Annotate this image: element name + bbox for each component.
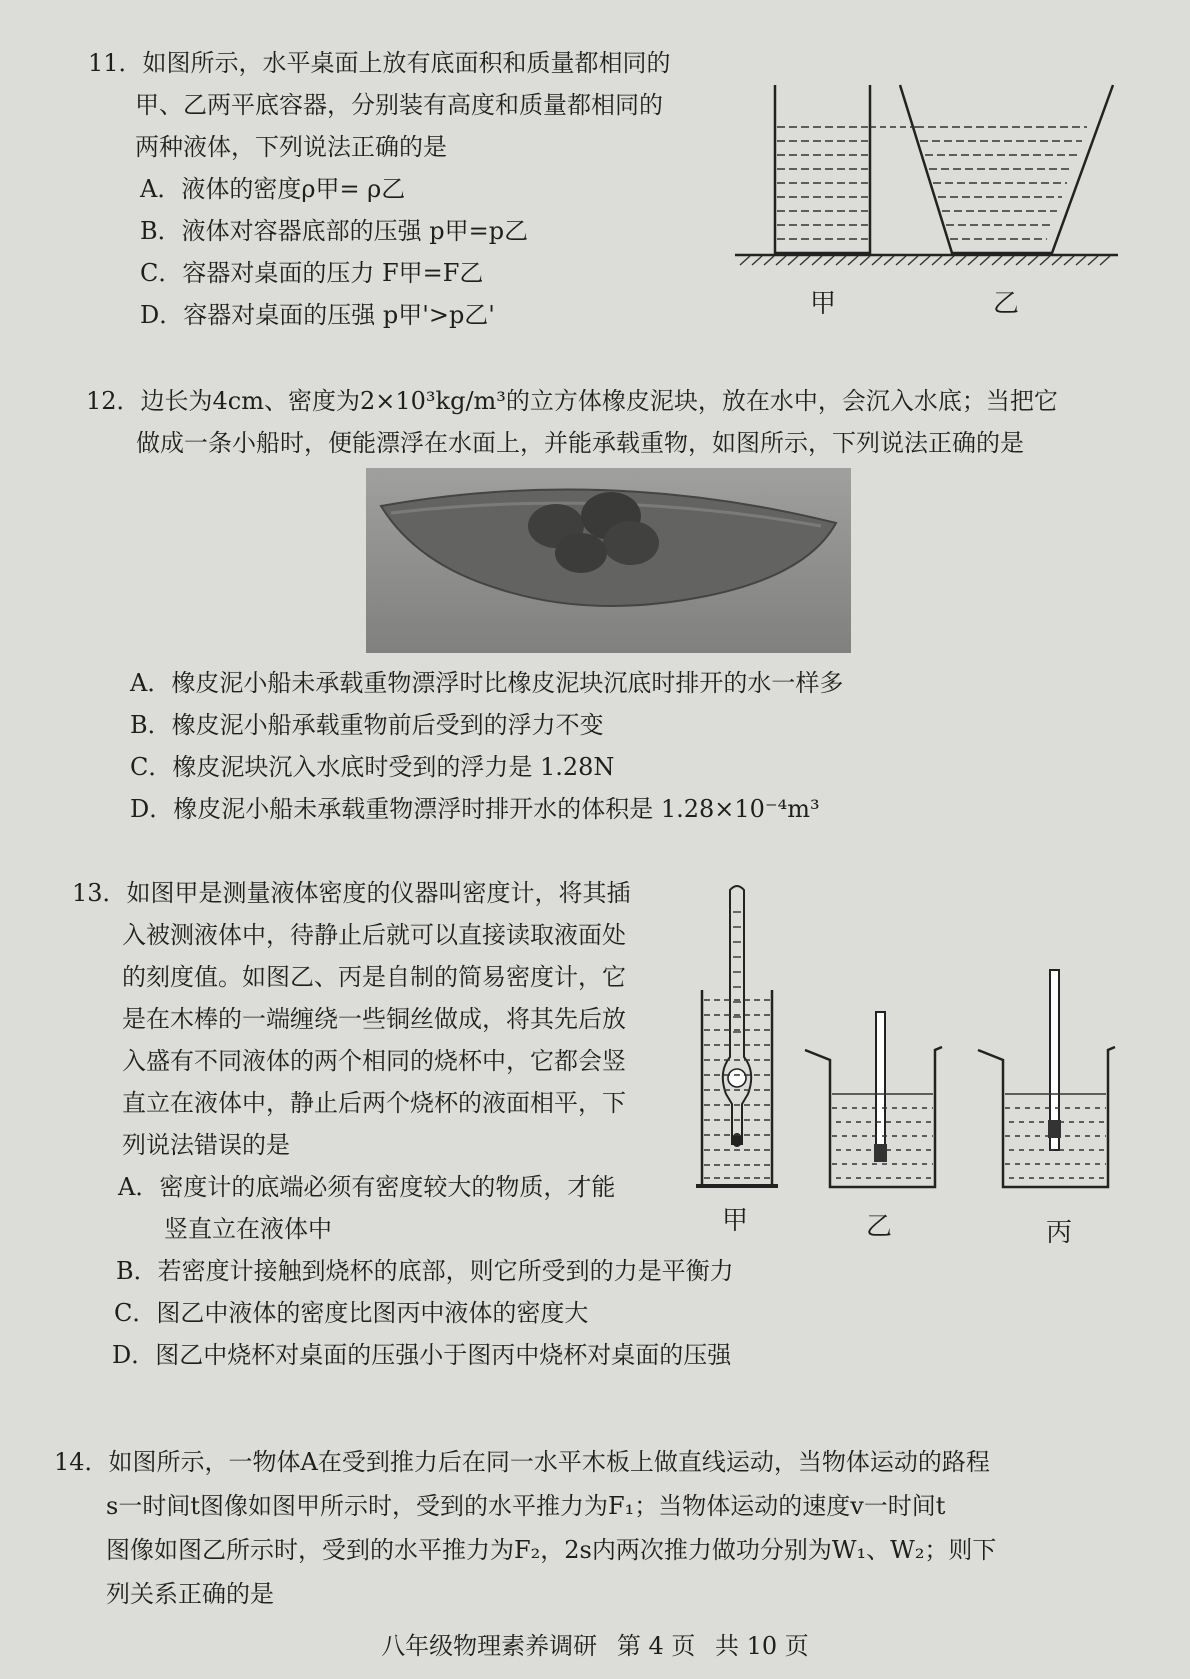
footer-title: 八年级物理素养调研 xyxy=(381,1632,598,1660)
q13-stem-line-5: 入盛有不同液体的两个相同的烧杯中，它都会竖 xyxy=(122,1047,626,1075)
q13-label-jia: 甲 xyxy=(722,1206,749,1236)
q13-stem-line-6: 直立在液体中，静止后两个烧杯的液面相平，下 xyxy=(122,1089,626,1117)
q14-stem-line-2: s一时间t图像如图甲所示时，受到的水平推力为F₁；当物体运动的速度v一时间t xyxy=(106,1492,946,1520)
footer-page-total: 共 10 页 xyxy=(715,1632,809,1660)
q11-option-d: D．容器对桌面的压强 p甲'>p乙' xyxy=(140,301,495,329)
q14-stem-line-3: 图像如图乙所示时，受到的水平推力为F₂，2s内两次推力做功分别为W₁、W₂；则下 xyxy=(106,1536,997,1564)
q13-label-yi: 乙 xyxy=(866,1212,893,1242)
footer-page-number: 第 4 页 xyxy=(616,1632,696,1660)
q12-option-b: B．橡皮泥小船承载重物前后受到的浮力不变 xyxy=(130,711,604,739)
question-11 xyxy=(88,42,671,336)
q13-option-a-cont: 竖直立在液体中 xyxy=(164,1215,332,1243)
q11-stem-line-1: 11．如图所示，水平桌面上放有底面积和质量都相同的 xyxy=(88,49,671,77)
weight-3 xyxy=(603,521,659,565)
beaker-yi xyxy=(805,1047,942,1187)
question-12 xyxy=(86,380,1058,464)
q12-stem-line-2: 做成一条小船时，便能漂浮在水面上，并能承载重物，如图所示，下列说法正确的是 xyxy=(136,429,1024,457)
q11-label-jia: 甲 xyxy=(810,289,837,319)
q13-hydrometer-figure xyxy=(690,882,1130,1202)
question-12-options xyxy=(130,662,843,830)
weight-4 xyxy=(555,533,607,573)
q11-stem-line-3: 两种液体，下列说法正确的是 xyxy=(135,133,447,161)
q13-option-c: C．图乙中液体的密度比图丙中液体的密度大 xyxy=(114,1299,589,1327)
q13-stem-line-7: 列说法错误的是 xyxy=(122,1131,290,1159)
q12-option-a: A．橡皮泥小船未承载重物漂浮时比橡皮泥块沉底时排开的水一样多 xyxy=(130,669,844,697)
question-14 xyxy=(54,1440,996,1616)
q12-option-d: D．橡皮泥小船未承载重物漂浮时排开水的体积是 1.28×10⁻⁴m³ xyxy=(130,795,820,823)
q11-label-yi: 乙 xyxy=(993,289,1020,319)
liquid-jia xyxy=(777,127,868,239)
q11-containers-figure xyxy=(730,75,1120,270)
q13-option-b: B．若密度计接触到烧杯的底部，则它所受到的力是平衡力 xyxy=(116,1257,734,1285)
q11-option-a: A．液体的密度ρ甲= ρ乙 xyxy=(140,175,406,203)
q13-stem-line-3: 的刻度值。如图乙、丙是自制的简易密度计，它 xyxy=(122,963,626,991)
q13-stem-line-1: 13．如图甲是测量液体密度的仪器叫密度计，将其插 xyxy=(72,879,631,907)
q14-stem-line-4: 列关系正确的是 xyxy=(106,1580,274,1608)
q12-option-c: C．橡皮泥块沉入水底时受到的浮力是 1.28N xyxy=(130,753,615,781)
page-footer xyxy=(0,1626,1190,1661)
q13-stem-line-2: 入被测液体中，待静止后就可以直接读取液面处 xyxy=(122,921,626,949)
q12-stem-line-1: 12．边长为4cm、密度为2×10³kg/m³的立方体橡皮泥块，放在水中，会沉入水底；当把它 xyxy=(86,387,1058,415)
q13-option-d: D．图乙中烧杯对桌面的压强小于图丙中烧杯对桌面的压强 xyxy=(112,1341,732,1369)
q11-stem-line-2: 甲、乙两平底容器，分别装有高度和质量都相同的 xyxy=(135,91,663,119)
question-13 xyxy=(72,872,734,1376)
q13-stem-line-4: 是在木棒的一端缠绕一些铜丝做成，将其先后放 xyxy=(122,1005,626,1033)
q14-stem-line-1: 14．如图所示，一物体A在受到推力后在同一水平木板上做直线运动，当物体运动的路程 xyxy=(54,1448,990,1476)
q13-label-bing: 丙 xyxy=(1046,1218,1073,1248)
liquid-jia xyxy=(704,1000,770,1178)
q11-option-b: B．液体对容器底部的压强 p甲=p乙 xyxy=(140,217,529,245)
q12-clay-boat-figure xyxy=(366,468,851,653)
q13-option-a: A．密度计的底端必须有密度较大的物质，才能 xyxy=(118,1173,616,1201)
beaker-bing xyxy=(978,1047,1115,1187)
q11-option-c: C．容器对桌面的压力 F甲=F乙 xyxy=(140,259,484,287)
